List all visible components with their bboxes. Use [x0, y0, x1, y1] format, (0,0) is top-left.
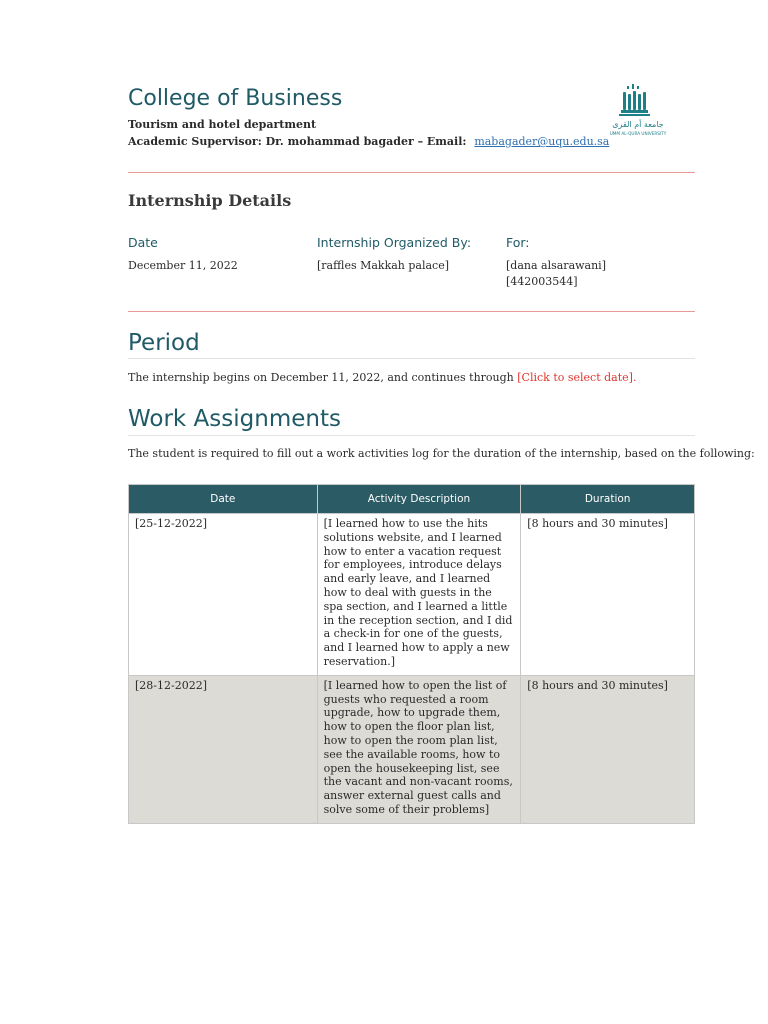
row-duration: [8 hours and 30 minutes] [521, 514, 695, 676]
column-header-activity: Activity Description [317, 485, 521, 514]
department-line: Tourism and hotel department [128, 118, 317, 131]
organized-label: Internship Organized By: [317, 235, 472, 250]
supervisor-text: Academic Supervisor: Dr. mohammad bagader – Email: [128, 135, 471, 148]
college-title: College of Business [128, 86, 343, 111]
column-header-duration: Duration [521, 485, 695, 514]
period-sentence: The internship begins on December 11, 2022, and continues through [128, 371, 518, 384]
student-name: [dana alsarawani] [506, 259, 606, 272]
column-header-date: Date [129, 485, 318, 514]
date-picker-placeholder[interactable]: [Click to select date]. [517, 371, 637, 384]
supervisor-line [128, 135, 613, 148]
date-label: Date [128, 235, 158, 250]
for-value [506, 258, 606, 290]
logo-english-text: UMM AL-QURA UNIVERSITY [609, 131, 667, 136]
activity-log-table [128, 484, 695, 824]
table-row [129, 675, 695, 823]
row-date: [28-12-2022] [129, 675, 318, 823]
table-row [129, 514, 695, 676]
period-heading: Period [128, 330, 200, 356]
for-label: For: [506, 235, 530, 250]
row-activity: [I learned how to use the hits solutions website, and I learned how to enter a vacation request for employees, introduce delays and early leave, and I learned how to deal with guests in the spa section, and I learned a little in the reception section, and I did a check-in for one of the guests, and I learned how to apply a new reservation.] [317, 514, 521, 676]
row-date: [25-12-2022] [129, 514, 318, 676]
header-divider [128, 172, 695, 173]
organized-value: [raffles Makkah palace] [317, 259, 450, 272]
date-value: December 11, 2022 [128, 259, 238, 272]
university-logo [603, 82, 673, 138]
email-link[interactable]: mabagader@uqu.edu.sa [474, 135, 610, 148]
row-duration: [8 hours and 30 minutes] [521, 675, 695, 823]
student-id: [442003544] [506, 275, 578, 288]
internship-details-heading: Internship Details [128, 191, 292, 210]
period-text [128, 371, 636, 384]
row-activity: [I learned how to open the list of guests who requested a room upgrade, how to upgrade them, how to open the floor plan list, how to open the room plan list, see the available rooms, how to open the housekeeping list, see the vacant and non-vacant rooms, answer external guest calls and solve some of their problems] [317, 675, 521, 823]
work-assignments-heading: Work Assignments [128, 406, 341, 432]
work-underline [128, 435, 695, 436]
period-underline [128, 358, 695, 359]
work-intro: The student is required to fill out a work activities log for the duration of the internship, based on the following: [128, 447, 755, 460]
logo-arabic-text: جامعة أم القرى [612, 120, 664, 129]
details-divider [128, 311, 695, 312]
table-header-row [129, 485, 695, 514]
